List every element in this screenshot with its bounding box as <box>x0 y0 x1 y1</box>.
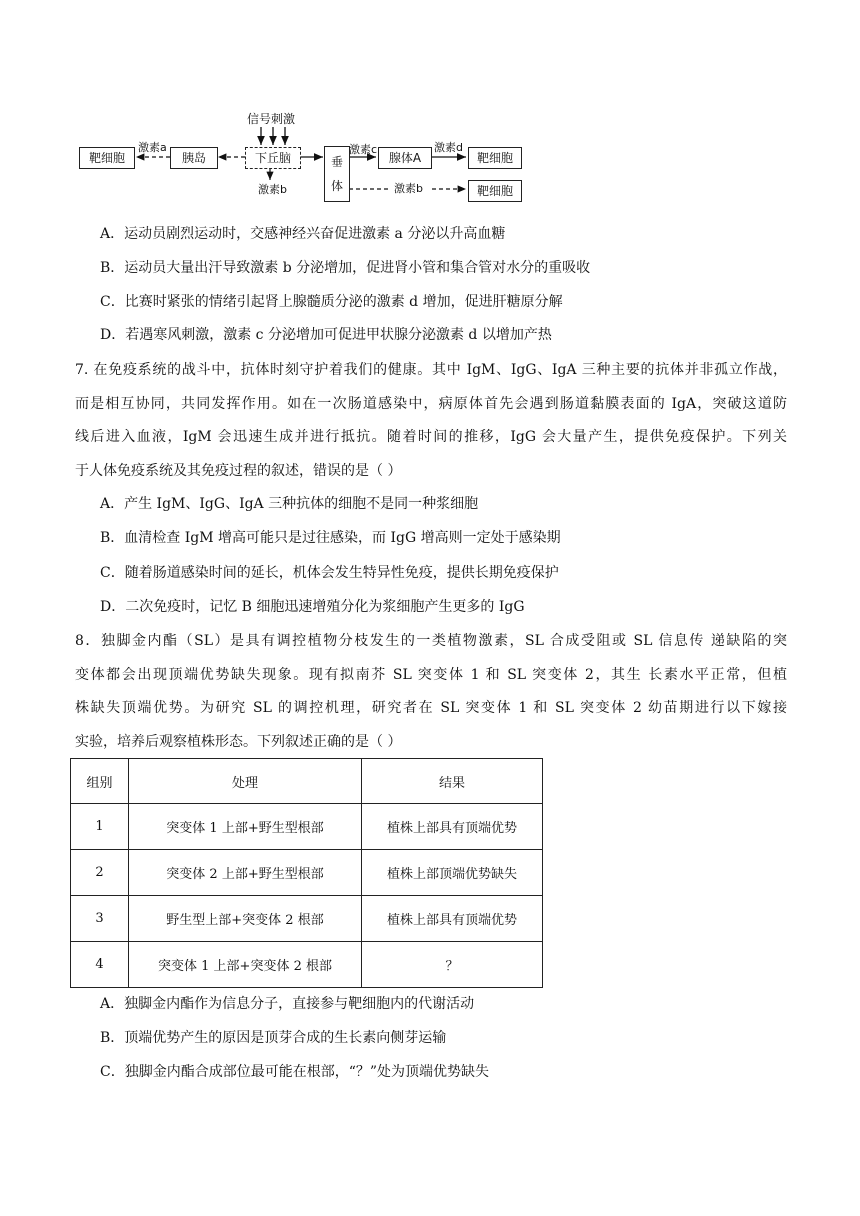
target-cell-box-right-bottom: 靶细胞 <box>468 180 522 202</box>
table-row <box>71 804 543 850</box>
row-treatment: 野生型上部+突变体 2 根部 <box>129 896 362 942</box>
target-cell-box-right-top: 靶细胞 <box>468 147 522 169</box>
q8-stem-line-3: 株缺失顶端优势。为研究 SL 的调控机理，研究者在 SL 突变体 1 和 SL 突变体 2 幼苗期进行以下嫁接 <box>75 700 787 716</box>
row-group: 1 <box>71 804 129 850</box>
hormone-b-label-hypothalamus: 激素b <box>258 183 287 196</box>
q6-option-c: C．比赛时紧张的情绪引起肾上腺髓质分泌的激素 d 增加，促进肝糖原分解 <box>100 294 563 310</box>
q7-stem-line-1: 7. 在免疫系统的战斗中，抗体时刻守护着我们的健康。其中 IgM、IgG、IgA 三种主要的抗体并非孤立作战， <box>75 362 787 378</box>
q6-option-a: A．运动员剧烈运动时，交感神经兴奋促进激素 a 分泌以升高血糖 <box>100 226 506 242</box>
q7-option-c: C．随着肠道感染时间的延长，机体会发生特异性免疫，提供长期免疫保护 <box>100 565 559 581</box>
diagram-arrows <box>0 0 860 210</box>
row-treatment: 突变体 1 上部+突变体 2 根部 <box>129 942 362 988</box>
hypothalamus-box: 下丘脑 <box>245 147 301 169</box>
signal-label: 信号刺激 <box>247 112 296 126</box>
header-group: 组别 <box>71 759 129 804</box>
hormone-c-label: 激素c <box>349 143 378 156</box>
row-result: ？ <box>362 942 543 988</box>
table-row <box>71 850 543 896</box>
hormone-a-label: 激素a <box>138 141 167 154</box>
gland-a-box: 腺体A <box>378 147 432 169</box>
hormone-b-label-pituitary: 激素b <box>394 182 423 195</box>
row-result: 植株上部具有顶端优势 <box>362 896 543 942</box>
table-row <box>71 942 543 988</box>
q8-stem-line-2: 变体都会出现顶端优势缺失现象。现有拟南芥 SL 突变体 1 和 SL 突变体 2，其生 长素水平正常，但植 <box>75 667 787 683</box>
q8-stem-line-1: 8．独脚金内酯（SL）是具有调控植物分枝发生的一类植物激素，SL 合成受阻或 SL 信息传 递缺陷的突 <box>75 633 787 649</box>
q8-option-a: A．独脚金内酯作为信息分子，直接参与靶细胞内的代谢活动 <box>100 996 475 1012</box>
header-result: 结果 <box>362 759 543 804</box>
row-treatment: 突变体 2 上部+野生型根部 <box>129 850 362 896</box>
q7-stem-line-2: 而是相互协同，共同发挥作用。如在一次肠道感染中，病原体首先会遇到肠道黏膜表面的 IgA，突破这道防 <box>75 396 787 412</box>
pituitary-box <box>324 146 350 202</box>
q7-option-a: A．产生 IgM、IgG、IgA 三种抗体的细胞不是同一种浆细胞 <box>100 496 479 512</box>
q6-option-b: B．运动员大量出汗导致激素 b 分泌增加，促进肾小管和集合管对水分的重吸收 <box>100 260 591 276</box>
row-treatment: 突变体 1 上部+野生型根部 <box>129 804 362 850</box>
q7-option-d: D．二次免疫时，记忆 B 细胞迅速增殖分化为浆细胞产生更多的 IgG <box>100 599 525 615</box>
table-header-row <box>71 759 543 804</box>
q7-stem-line-4: 于人体免疫系统及其免疫过程的叙述，错误的是（ ） <box>75 463 402 479</box>
grafting-experiment-table <box>70 758 543 988</box>
q6-option-d: D．若遇寒风刺激，激素 c 分泌增加可促进甲状腺分泌激素 d 以增加产热 <box>100 327 552 343</box>
target-cell-box-left: 靶细胞 <box>79 147 135 169</box>
row-group: 2 <box>71 850 129 896</box>
row-group: 3 <box>71 896 129 942</box>
row-result: 植株上部具有顶端优势 <box>362 804 543 850</box>
row-group: 4 <box>71 942 129 988</box>
pituitary-label-bottom: 体 <box>330 179 343 193</box>
table-row <box>71 896 543 942</box>
q8-option-c: C．独脚金内酯合成部位最可能在根部，“？”处为顶端优势缺失 <box>100 1064 490 1080</box>
q7-option-b: B．血清检查 IgM 增高可能只是过往感染，而 IgG 增高则一定处于感染期 <box>100 530 561 546</box>
hormone-d-label: 激素d <box>434 141 463 154</box>
pituitary-label-top: 垂 <box>330 155 343 169</box>
q7-stem-line-3: 线后进入血液，IgM 会迅速生成并进行抵抗。随着时间的推移，IgG 会大量产生，提供免疫保护。下列关 <box>75 429 787 445</box>
header-treatment: 处理 <box>129 759 362 804</box>
q8-stem-line-4: 实验，培养后观察植株形态。下列叙述正确的是（ ） <box>75 734 402 750</box>
pancreas-box: 胰岛 <box>170 147 218 169</box>
q8-option-b: B．顶端优势产生的原因是顶芽合成的生长素向侧芽运输 <box>100 1030 447 1046</box>
row-result: 植株上部顶端优势缺失 <box>362 850 543 896</box>
